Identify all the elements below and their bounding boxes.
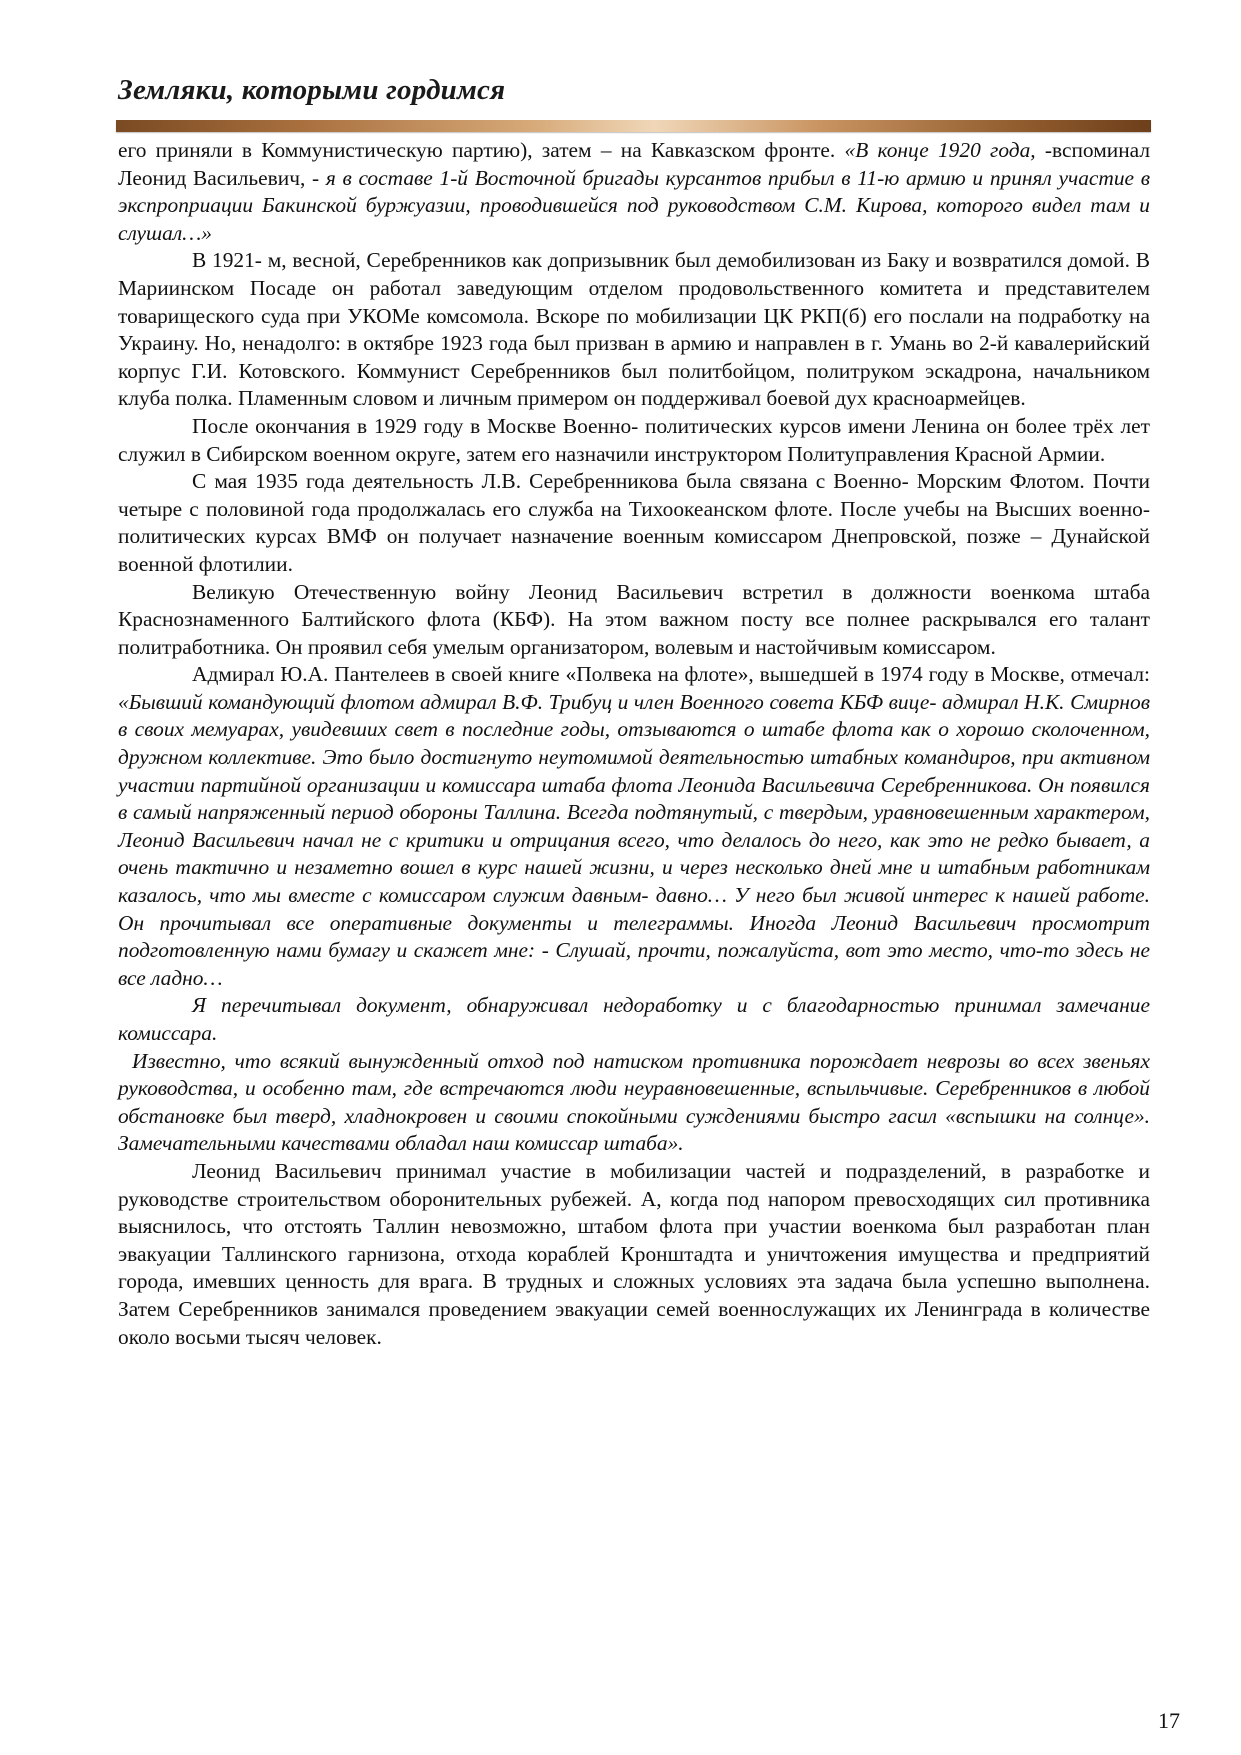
paragraph-9: Леонид Васильевич принимал участие в мобилизации частей и подразделений, в разработке и руководстве строительством оборонительных рубежей. А, когда под напором превосходящих сил противника выяснилось, что отстоять Таллин невозможно, штабом флота при участии военкома был разработан план эвакуации Таллинского гарнизона, отхода кораблей Кронштадта и уничтожения имущества и предприятий города, имевших ценность для врага. В трудных и сложных условиях эта задача была успешно выполнена. Затем Серебренников занимался проведением эвакуации семей военнослужащих их Ленинграда в количестве около восьми тысяч человек.: [118, 1158, 1150, 1349]
paragraph-6-text: Адмирал Ю.А. Пантелеев в своей книге «Полвека на флоте», вышедшей в 1974 году в Москве, отмечал:: [192, 662, 1150, 687]
quote-continued: - я в составе 1-й Восточной бригады курсантов прибыл в 11-ю армию и принял участие в экспроприации Бакинской буржуазии, проводившейся под руководством С.М. Кирова, которого видел там и слушал…»: [118, 165, 1150, 245]
running-header-title: Земляки, которыми гордимся: [118, 74, 506, 106]
article-body: [118, 137, 1150, 1351]
paragraph-3: После окончания в 1929 году в Москве Военно- политических курсов имени Ленина он более трёх лет служил в Сибирском военном округе, затем его назначили инструктором Политуправления Красной Армии.: [118, 413, 1150, 466]
paragraph-2: В 1921- м, весной, Серебренников как допризывник был демобилизован из Баку и возвратился домой. В Мариинском Посаде он работал заведующим отделом продовольственного комитета и представителем товарищеского суда при УКОМе комсомола. Вскоре по мобилизации ЦК РКП(б) его послали на подработку на Украину. Но, ненадолго: в октябре 1923 года был призван в армию и направлен в г. Умань во 2-й кавалерийский корпус Г.И. Котовского. Коммунист Серебренников был политбойцом, политруком эскадрона, начальником клуба полка. Пламенным словом и личным примером он поддерживал боевой дух красноармейцев.: [118, 248, 1150, 411]
paragraph-7: Я перечитывал документ, обнаруживал недоработку и с благодарностью принимал замечание комиссара.: [118, 993, 1150, 1045]
paragraph-1-text: его приняли в Коммунистическую партию), затем – на Кавказском фронте.: [118, 138, 845, 162]
paragraph-5: Великую Отечественную войну Леонид Васильевич встретил в должности военкома штаба Краснознаменного Балтийского флота (КБФ). На этом важном посту все полнее раскрывался его талант политработника. Он проявил себя умелым организатором, волевым и настойчивым комиссаром.: [118, 579, 1150, 659]
quote-start: «В конце 1920 года,: [844, 138, 1036, 162]
paragraph-1-attribution: -вспоминал Леонид Васильевич,: [118, 138, 1150, 190]
paragraph-1: [118, 137, 1150, 247]
paragraph-4: С мая 1935 года деятельность Л.В. Серебренникова была связана с Военно- Морским Флотом. Почти четыре с половиной года продолжалась его служба на Тихоокеанском флоте. После учебы на Высших военно- политических курсах ВМФ он получает назначение военным комиссаром Днепровской, позже – Дунайской военной флотилии.: [118, 469, 1150, 576]
panteleev-quote: «Бывший командующий флотом адмирал В.Ф. Трибуц и член Военного совета КБФ вице- адмирал Н.К. Смирнов в своих мемуарах, увидевших свет в последние годы, отзываются о штабе флота как о хорошо сколоченном, дружном коллективе. Это было достигнуто неутомимой деятельностью штабных командиров, при активном участии партийной организации и комиссара штаба флота Леонида Васильевича Серебренникова. Он появился в самый напряженный период обороны Таллина. Всегда подтянутый, с твердым, уравновешенным характером, Леонид Васильевич начал не с критики и отрицания всего, что делалось до него, как это не редко бывает, а очень тактично и незаметно вошел в курс нашей жизни, и через несколько дней мне и штабным работникам казалось, что мы вместе с комиссаром служим давным- давно… У него был живой интерес к нашей работе. Он прочитывал все оперативные документы и телеграммы. Иногда Леонид Васильевич просмотрит подготовленную нами бумагу и скажет мне: - Слушай, прочти, пожалуйста, вот это место, что-то здесь не все ладно…: [118, 689, 1150, 990]
header-decorative-bar: [116, 120, 1151, 132]
page-number: 17: [1158, 1708, 1180, 1733]
paragraph-6: [118, 661, 1150, 992]
paragraph-8: Известно, что всякий вынужденный отход под натиском противника порождает неврозы во всех звеньях руководства, и особенно там, где встречаются люди неуравновешенные, вспыльчивые. Серебренников в любой обстановке был тверд, хладнокровен и своими спокойными суждениями быстро гасил «вспышки на солнце». Замечательными качествами обладал наш комиссар штаба».: [118, 1048, 1150, 1156]
